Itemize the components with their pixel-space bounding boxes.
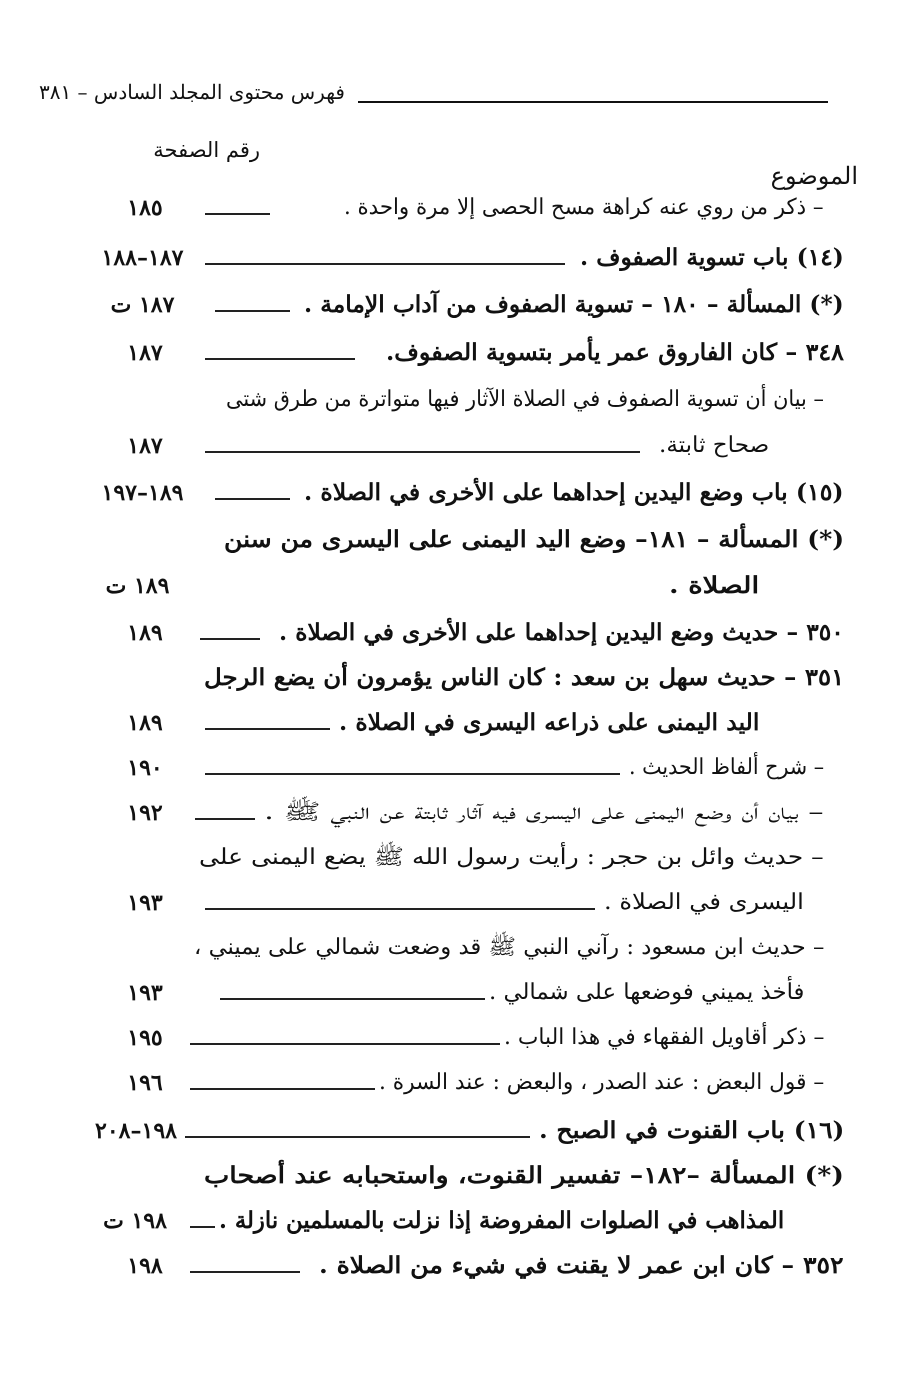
- page-number: ١٨٧ ت: [110, 292, 175, 318]
- page-number: ١٨٧–١٨٨: [101, 245, 184, 271]
- dot-leader: [205, 728, 330, 730]
- index-entry: [0, 655, 904, 701]
- page-column-heading: رقم الصفحة: [153, 138, 260, 162]
- entry-title: ٣٥٢ – كان ابن عمر لا يقنت في شيء من الصلاة .: [319, 1252, 844, 1279]
- index-entry: [0, 745, 904, 791]
- running-header: فهرس محتوى المجلد السادس – ٣٨١: [38, 80, 345, 104]
- index-entry: [0, 970, 904, 1016]
- dot-leader: [205, 908, 595, 910]
- dot-leader: [215, 310, 290, 312]
- entry-title: – ذكر من روي عنه كراهة مسح الحصى إلا مرة واحدة .: [344, 195, 824, 220]
- index-entry: [0, 330, 904, 376]
- page-number: ١٩٨: [127, 1253, 163, 1279]
- index-entry: [0, 1060, 904, 1106]
- entry-title: – قول البعض : عند الصدر ، والبعض : عند السرة .: [378, 1070, 824, 1095]
- index-entry: [0, 1198, 904, 1244]
- index-entry: [0, 423, 904, 469]
- entry-title: اليد اليمنى على ذراعه اليسرى في الصلاة .: [338, 709, 759, 736]
- index-entry: [0, 610, 904, 656]
- page-number: ١٩٢: [127, 800, 163, 826]
- dot-leader: [190, 1226, 215, 1228]
- entry-title: – حديث وائل بن حجر : رأيت رسول الله ﷺ يضع اليمنى على: [199, 845, 824, 870]
- dot-leader: [205, 213, 270, 215]
- entry-title: صحاح ثابتة.: [658, 433, 769, 458]
- index-entry: [0, 1153, 904, 1199]
- index-entry: [0, 700, 904, 746]
- page-number: ١٨٧: [127, 433, 163, 459]
- page-number: ١٨٩–١٩٧: [101, 480, 184, 506]
- entry-title: ٣٥٠ – حديث وضع اليدين إحداهما على الأخرى في الصلاة .: [279, 619, 844, 646]
- page-number: ١٨٥: [127, 195, 163, 221]
- index-entry: [0, 282, 904, 328]
- page-number: ١٩٣: [127, 980, 163, 1006]
- topic-column-heading: الموضوع: [770, 162, 858, 190]
- dot-leader: [185, 1136, 530, 1138]
- page-number: ١٨٩ ت: [105, 573, 170, 599]
- index-entry: [0, 880, 904, 926]
- index-entry: [0, 1015, 904, 1061]
- entry-title: ٣٥١ – حديث سهل بن سعد : كان الناس يؤمرون أن يضع الرجل: [203, 664, 844, 691]
- header-rule: [358, 101, 828, 103]
- entry-title: (*) المسألة –١٨٢– تفسير القنوت، واستحبابه عند أصحاب: [204, 1162, 844, 1189]
- page-number: ١٨٩: [127, 710, 163, 736]
- entry-title: الصلاة .: [668, 572, 759, 599]
- index-entry: [0, 235, 904, 281]
- page-number: ١٨٧: [127, 340, 163, 366]
- index-entry: [0, 185, 904, 231]
- index-entry: [0, 790, 904, 836]
- entry-title: المذاهب في الصلوات المفروضة إذا نزلت بالمسلمين نازلة .: [218, 1207, 784, 1234]
- dot-leader: [205, 358, 355, 360]
- entry-title: – بيان أن وضع اليمنى على اليسرى فيه آثار ثابتة عن النبي ﷺ .: [264, 800, 824, 825]
- entry-title: (*) المسألة – ١٨١– وضع اليد اليمنى على اليسرى من سنن: [223, 526, 844, 553]
- index-entry: [0, 377, 904, 423]
- page-number: ١٩٠: [127, 755, 163, 781]
- entry-title: اليسرى في الصلاة .: [604, 890, 804, 915]
- index-entry: [0, 925, 904, 971]
- dot-leader: [205, 263, 565, 265]
- dot-leader: [205, 773, 620, 775]
- dot-leader: [215, 498, 290, 500]
- entry-title: – بيان أن تسوية الصفوف في الصلاة الآثار فيها متواترة من طرق شتى: [226, 387, 824, 412]
- entry-title: (*) المسألة – ١٨٠ – تسوية الصفوف من آداب الإمامة .: [304, 291, 844, 318]
- page-number: ١٩٣: [127, 890, 163, 916]
- entry-title: – ذكر أقاويل الفقهاء في هذا الباب .: [503, 1025, 824, 1050]
- page-number: ١٨٩: [127, 620, 163, 646]
- entry-title: – شرح ألفاظ الحديث .: [628, 755, 824, 780]
- page-number: ١٩٨–٢٠٨: [95, 1118, 177, 1144]
- entry-title: – حديث ابن مسعود : رآني النبي ﷺ قد وضعت شمالي على يميني ،: [193, 935, 824, 960]
- dot-leader: [200, 638, 260, 640]
- dot-leader: [190, 1043, 500, 1045]
- index-entry: [0, 1108, 904, 1154]
- entry-title: (١٦) باب القنوت في الصبح .: [538, 1117, 844, 1144]
- dot-leader: [190, 1271, 300, 1273]
- entry-title: (١٤) باب تسوية الصفوف .: [580, 244, 844, 271]
- page-number: ١٩٨ ت: [103, 1208, 167, 1234]
- dot-leader: [220, 998, 485, 1000]
- index-entry: [0, 835, 904, 881]
- dot-leader: [195, 818, 255, 820]
- dot-leader: [205, 451, 640, 453]
- entry-title: (١٥) باب وضع اليدين إحداهما على الأخرى في الصلاة .: [304, 479, 844, 506]
- page-number: ١٩٥: [127, 1025, 163, 1051]
- page-number: ١٩٦: [127, 1070, 163, 1096]
- entry-title: فأخذ يميني فوضعها على شمالي .: [488, 980, 804, 1005]
- index-entry: [0, 563, 904, 609]
- index-entry: [0, 1243, 904, 1289]
- index-entry: [0, 470, 904, 516]
- dot-leader: [190, 1088, 375, 1090]
- entry-title: ٣٤٨ – كان الفاروق عمر يأمر بتسوية الصفوف.: [386, 339, 844, 366]
- index-entry: [0, 517, 904, 563]
